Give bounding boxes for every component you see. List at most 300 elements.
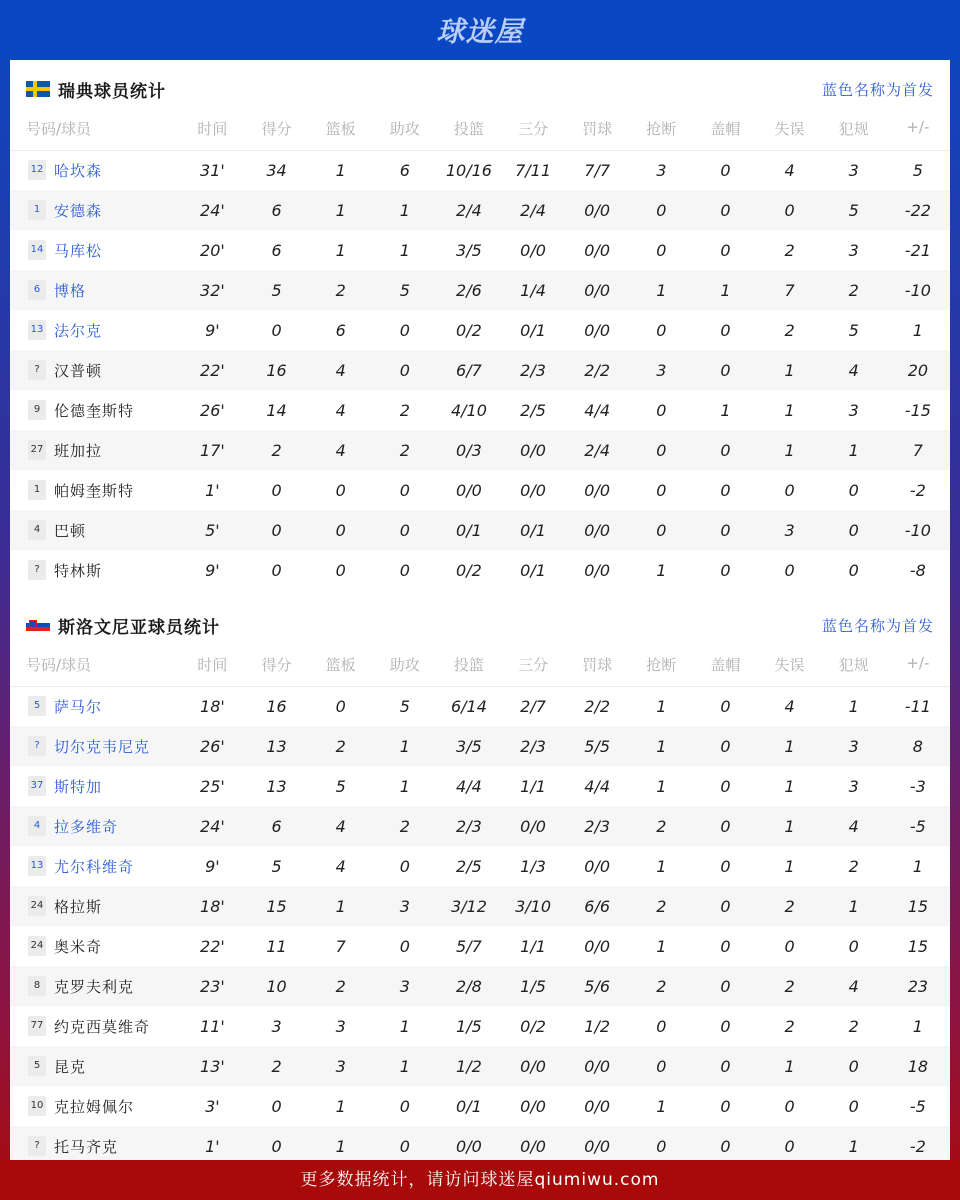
stat-cell: 16 [244,350,308,390]
stat-cell: 0/0 [520,1096,546,1116]
stat-cell: 6 [335,320,346,340]
jersey-number-icon: 5 [28,1056,46,1076]
player-cell [10,1086,180,1126]
player-name[interactable]: 尤尔科维奇 [54,857,135,876]
player-name[interactable]: 萨马尔 [54,697,103,716]
player-name[interactable]: 班加拉 [54,441,103,460]
player-cell [10,350,180,390]
stat-cell: 2/6 [437,270,501,310]
player-cell [10,806,180,846]
stat-cell: 3' [205,1096,220,1116]
column-header: 号码/球员 [10,118,180,150]
player-cell [10,230,180,270]
stat-cell: 9' [205,560,220,580]
jersey-number-icon: 4 [28,816,46,836]
column-header: 盖帽 [693,118,757,150]
team-section-header-sweden [10,60,950,118]
stat-cell: 1 [912,856,923,876]
column-header: 投篮 [437,654,501,686]
column-header: 篮板 [309,118,373,150]
stat-cell: 0 [720,160,731,180]
jersey-number-icon: 1 [28,200,46,220]
stat-cell: -15 [904,400,931,420]
stat-cell: 10/16 [445,160,492,180]
stat-cell: 1 [784,856,795,876]
starter-legend: 蓝色名称为首发 [821,80,934,99]
stat-cell: 13 [244,726,308,766]
stat-cell: 0 [271,1096,282,1116]
stat-cell: 4 [309,430,373,470]
stat-cell: 0/0 [584,1096,611,1116]
player-name[interactable]: 斯特加 [54,777,103,796]
column-header: 篮板 [309,654,373,686]
stat-cell: 0 [399,936,410,956]
player-name[interactable]: 马库松 [54,241,103,260]
stat-cell: 1 [656,696,667,716]
stat-cell: 5 [848,320,859,340]
stat-cell: 0/0 [437,1126,501,1166]
player-row[interactable] [10,846,950,886]
stat-cell: 3 [848,160,859,180]
stat-cell: 5' [180,510,244,550]
stat-cell: 1/2 [584,1016,611,1036]
stat-cell: 1 [912,1016,923,1036]
stat-cell: 1 [399,776,410,796]
stat-cell: -21 [904,240,931,260]
stat-cell: 0 [720,936,731,956]
stat-cell: 0 [693,190,757,230]
stat-cell: 1/5 [456,1016,482,1036]
player-row[interactable] [10,726,950,766]
stat-cell: 1' [180,1126,244,1166]
stats-table-slovenia [10,654,950,1166]
stat-cell: 0 [720,480,731,500]
player-name[interactable]: 奥米奇 [54,937,103,956]
column-header: 号码/球员 [10,654,180,686]
stat-cell: 0/0 [584,560,611,580]
player-name[interactable]: 汉普顿 [54,361,103,380]
stat-cell: 22' [180,350,244,390]
stat-cell: 0 [720,1096,731,1116]
stat-cell: 3 [656,160,667,180]
stat-cell: 3/12 [437,886,501,926]
stat-cell: 2/3 [501,350,565,390]
player-name[interactable]: 帕姆奎斯特 [54,481,135,500]
stat-cell: 2 [757,886,821,926]
stat-cell: 0/0 [565,1046,629,1086]
stat-cell: 14 [266,400,287,420]
stat-cell: 0 [784,936,795,956]
stat-cell: 26' [200,400,225,420]
stat-cell: 1/2 [437,1046,501,1086]
column-header: 失误 [757,118,821,150]
stat-cell: 0/0 [565,1126,629,1166]
stat-cell: 2 [309,726,373,766]
stat-cell: 0 [629,430,693,470]
stat-cell: 2/5 [456,856,482,876]
jersey-number-icon: 14 [28,240,46,260]
stat-cell: -11 [904,696,931,716]
stat-cell: 16 [266,696,287,716]
stat-cell: 0 [244,510,308,550]
stat-cell: -10 [886,510,950,550]
stat-cell: 3/5 [456,240,482,260]
stat-cell: 9' [205,320,220,340]
stat-cell: 2/5 [520,400,546,420]
stat-cell: 6/6 [565,886,629,926]
stat-cell: 2/3 [565,806,629,846]
player-row[interactable] [10,270,950,310]
stat-cell: 11' [200,1016,225,1036]
stat-cell: 2 [629,806,693,846]
player-name[interactable]: 拉多维奇 [54,817,119,836]
column-header: 投篮 [437,118,501,150]
stat-cell: 0 [309,510,373,550]
stat-cell: 1/4 [501,270,565,310]
stat-cell: 2 [309,966,373,1006]
stat-cell: 0 [720,776,731,796]
stat-cell: 0 [335,560,346,580]
stat-cell: 0 [373,350,437,390]
jersey-number-icon: 13 [28,856,46,876]
site-logo: 球迷屋 [436,15,524,48]
stat-cell: 0/1 [456,1096,482,1116]
column-header: 犯规 [822,118,886,150]
stat-cell: 4/4 [584,776,611,796]
player-row[interactable] [10,310,950,350]
player-name[interactable]: 克罗夫利克 [54,977,135,996]
stat-cell: 5 [335,776,346,796]
stat-cell: 0 [720,560,731,580]
jersey-number-icon: 24 [28,936,46,956]
stat-cell: 0/1 [520,320,546,340]
player-name[interactable]: 哈坎森 [54,161,103,180]
stat-cell: 1 [309,1126,373,1166]
stat-cell: 0/0 [584,936,611,956]
column-header: 时间 [180,118,244,150]
stat-cell: 2/4 [437,190,501,230]
player-row[interactable] [10,806,950,846]
app-header [0,0,960,60]
stat-cell: 2 [629,886,693,926]
stat-cell: 0 [822,1046,886,1086]
stat-cell: 5/5 [565,726,629,766]
stat-cell: 2 [244,430,308,470]
player-row[interactable] [10,470,950,510]
stat-cell: 1 [822,430,886,470]
stat-cell: 3 [373,966,437,1006]
stats-card [10,60,950,1160]
player-row[interactable] [10,766,950,806]
stat-cell: 1 [309,190,373,230]
stat-cell: 5 [822,190,886,230]
stat-cell: 4 [822,966,886,1006]
stat-cell: 1/5 [501,966,565,1006]
stat-cell: 0/0 [501,1046,565,1086]
player-row[interactable] [10,510,950,550]
stat-cell: 1 [784,776,795,796]
column-header: 盖帽 [693,654,757,686]
stat-cell: 0 [720,696,731,716]
player-name[interactable]: 格拉斯 [54,897,103,916]
stat-cell: 1 [720,400,731,420]
stat-cell: -2 [909,480,926,500]
stat-cell: 0/0 [520,480,546,500]
team-title: 斯洛文尼亚球员统计 [58,617,220,638]
stat-cell: 9' [205,856,220,876]
stat-cell: 0 [271,560,282,580]
jersey-number-icon: 12 [28,160,46,180]
stat-cell: 4/10 [450,400,487,420]
stat-cell: 3 [848,776,859,796]
stat-cell: 2 [822,270,886,310]
stat-cell: 0 [399,560,410,580]
stat-cell: 3/5 [437,726,501,766]
player-name[interactable]: 法尔克 [54,321,103,340]
column-header: 三分 [501,118,565,150]
player-cell [10,150,180,190]
player-cell [10,430,180,470]
stat-cell: 0/2 [456,320,482,340]
player-name[interactable]: 托马齐克 [54,1137,119,1156]
stat-cell: 31' [200,160,225,180]
stat-cell: 1/1 [520,776,546,796]
stat-cell: 11 [266,936,287,956]
column-header: 得分 [244,118,308,150]
jersey-number-icon: 1 [28,480,46,500]
stat-cell: 0 [848,560,859,580]
stat-cell: 0 [373,510,437,550]
stat-cell: 0/0 [501,806,565,846]
player-row[interactable] [10,230,950,270]
stat-cell: 5 [912,160,923,180]
player-row[interactable] [10,350,950,390]
stat-cell: 0/3 [437,430,501,470]
stat-cell: 2 [784,240,795,260]
footer-banner[interactable]: 更多数据统计，请访问球迷屋qiumiwu.com [0,1160,960,1200]
stat-cell: 0 [399,1096,410,1116]
player-cell [10,1046,180,1086]
player-cell [10,766,180,806]
player-cell [10,270,180,310]
column-header: 犯规 [822,654,886,686]
stat-cell: 4 [784,696,795,716]
stat-cell: -2 [886,1126,950,1166]
stat-cell: 1 [656,1096,667,1116]
player-cell [10,886,180,926]
stat-cell: 8 [886,726,950,766]
player-name[interactable]: 约克西莫维奇 [54,1017,151,1036]
stat-cell: 1/3 [520,856,546,876]
stat-cell: 1 [656,856,667,876]
stat-cell: -22 [886,190,950,230]
stat-cell: 20 [886,350,950,390]
stat-cell: 0 [693,966,757,1006]
column-header: 抢断 [629,654,693,686]
stat-cell: 1 [656,560,667,580]
stat-cell: 1 [656,936,667,956]
stat-cell: 5 [373,270,437,310]
stat-cell: 0 [822,510,886,550]
stat-cell: 17' [180,430,244,470]
jersey-number-icon: ? [28,560,46,580]
player-row[interactable] [10,390,950,430]
stat-cell: 0/2 [456,560,482,580]
stat-cell: 15 [244,886,308,926]
player-row[interactable] [10,150,950,190]
stat-cell: 4/4 [584,400,611,420]
stat-cell: 0 [848,936,859,956]
stat-cell: -8 [909,560,926,580]
stat-cell: 0 [693,806,757,846]
player-name[interactable]: 昆克 [54,1057,87,1076]
stat-cell: 0/0 [565,510,629,550]
player-cell [10,510,180,550]
player-name[interactable]: 巴顿 [54,521,87,540]
stat-cell: 0 [784,560,795,580]
stat-cell: 0 [693,1126,757,1166]
stat-cell: 3/10 [501,886,565,926]
stat-cell: 0 [720,1016,731,1036]
jersey-number-icon: 37 [28,776,46,796]
stat-cell: 1 [693,270,757,310]
player-name[interactable]: 博格 [54,281,87,300]
stat-cell: 3 [848,240,859,260]
stat-cell: 1 [784,400,795,420]
stat-cell: 0 [757,1126,821,1166]
stat-cell: 0 [335,480,346,500]
stat-cell: 0/0 [584,480,611,500]
stat-cell: 0 [720,856,731,876]
column-header: 失误 [757,654,821,686]
stat-cell: 2/4 [501,190,565,230]
stat-cell: 1 [399,1016,410,1036]
jersey-number-icon: ? [28,1136,46,1156]
jersey-number-icon: ? [28,360,46,380]
stat-cell: 2 [757,966,821,1006]
jersey-number-icon: ? [28,736,46,756]
player-row[interactable] [10,1046,950,1086]
team-section-header-slovenia [10,596,950,654]
table-header [10,654,950,686]
player-row[interactable] [10,550,950,590]
stat-cell: 0/0 [520,240,546,260]
stat-cell: -10 [886,270,950,310]
column-header: 抢断 [629,118,693,150]
player-row[interactable] [10,966,950,1006]
stat-cell: 2/3 [437,806,501,846]
player-name[interactable]: 伦德奎斯特 [54,401,135,420]
sweden-flag-icon [26,81,50,97]
stat-cell: 0/0 [565,190,629,230]
stat-cell: 18 [886,1046,950,1086]
stat-cell: 0/0 [565,270,629,310]
stats-table-sweden [10,118,950,590]
player-row[interactable] [10,190,950,230]
stat-cell: 1 [757,1046,821,1086]
stat-cell: 0 [629,190,693,230]
jersey-number-icon: 27 [28,440,46,460]
player-row[interactable] [10,1086,950,1126]
column-header: 助攻 [373,654,437,686]
team-title: 瑞典球员统计 [58,81,166,102]
stat-cell: 6 [244,190,308,230]
stat-cell: 1 [912,320,923,340]
stat-cell: 5 [271,856,282,876]
player-cell [10,1006,180,1046]
player-row[interactable] [10,1006,950,1046]
stat-cell: 4 [822,806,886,846]
player-cell [10,846,180,886]
stat-cell: 1 [757,350,821,390]
player-name[interactable]: 特林斯 [54,561,103,580]
stat-cell: 1 [373,726,437,766]
player-cell [10,390,180,430]
player-row[interactable] [10,926,950,966]
stat-cell: 1 [848,696,859,716]
stat-cell: 2 [629,966,693,1006]
stat-cell: 1/1 [520,936,546,956]
stat-cell: 24' [180,806,244,846]
stat-cell: 32' [180,270,244,310]
column-header: 助攻 [373,118,437,150]
stat-cell: -5 [886,806,950,846]
stat-cell: 2/8 [437,966,501,1006]
stat-cell: 1 [757,726,821,766]
player-cell [10,190,180,230]
stat-cell: 2/3 [501,726,565,766]
stat-cell: 7 [335,936,346,956]
stat-cell: -3 [909,776,926,796]
stat-cell: 7/7 [584,160,611,180]
player-name[interactable]: 切尔克韦尼克 [54,737,151,756]
stat-cell: 0 [629,1046,693,1086]
stat-cell: 1 [335,160,346,180]
stat-cell: 0 [693,1046,757,1086]
stat-cell: 0 [373,1126,437,1166]
stat-cell: 5/7 [456,936,482,956]
player-name[interactable]: 克拉姆佩尔 [54,1097,135,1116]
stat-cell: 23' [180,966,244,1006]
jersey-number-icon: 24 [28,896,46,916]
stat-cell: -5 [909,1096,926,1116]
player-name[interactable]: 安德森 [54,201,103,220]
stat-cell: 2/7 [520,696,546,716]
stat-cell: 0 [656,1016,667,1036]
stat-cell: 7/11 [515,160,552,180]
stat-cell: 1 [757,430,821,470]
jersey-number-icon: 5 [28,696,46,716]
stat-cell: 4 [335,400,346,420]
player-row[interactable] [10,430,950,470]
stat-cell: 5/6 [565,966,629,1006]
stat-cell: 2/4 [565,430,629,470]
jersey-number-icon: 4 [28,520,46,540]
stat-cell: 26' [180,726,244,766]
stat-cell: 1 [822,1126,886,1166]
stat-cell: 0 [656,240,667,260]
stat-cell: 1 [373,190,437,230]
player-row[interactable] [10,686,950,726]
stat-cell: 0 [693,886,757,926]
stat-cell: 13 [266,776,287,796]
stat-cell: 4 [822,350,886,390]
player-row[interactable] [10,886,950,926]
starter-legend: 蓝色名称为首发 [821,616,934,635]
stat-cell: 0/1 [501,510,565,550]
stat-cell: 0/0 [456,480,482,500]
stat-cell: 2 [373,806,437,846]
